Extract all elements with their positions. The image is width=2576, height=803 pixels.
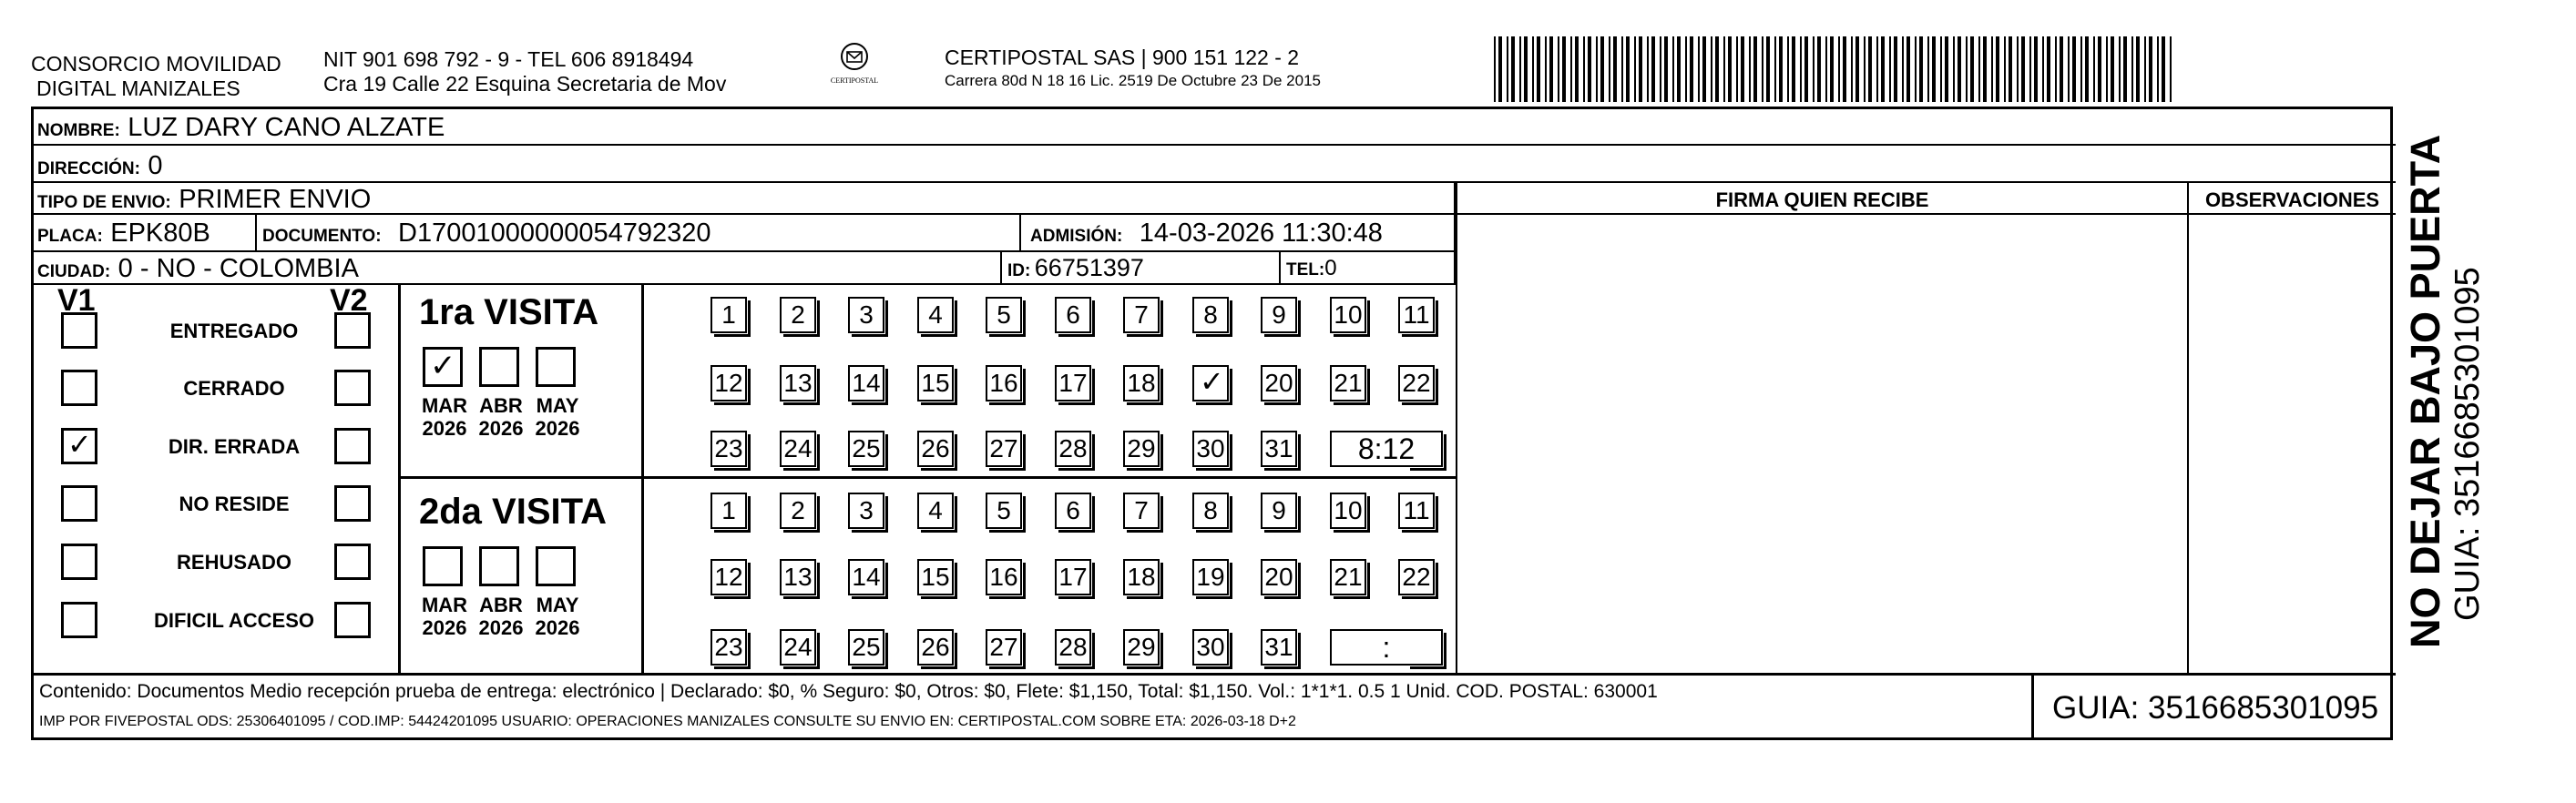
barcode-bar (1919, 36, 1923, 102)
v1-checkbox-3[interactable] (61, 428, 97, 464)
barcode-bar (1728, 36, 1732, 102)
status-label: REHUSADO (177, 551, 291, 574)
month-label: MAY 2026 (535, 594, 580, 639)
observaciones-header: OBSERVACIONES (2189, 183, 2396, 215)
day-box[interactable]: 4 (917, 493, 954, 529)
footer (34, 673, 2396, 740)
barcode-bar (1736, 36, 1738, 102)
month-label: MAR 2026 (421, 594, 468, 639)
company-line-1: CONSORCIO MOVILIDAD (31, 52, 281, 76)
month-label: MAY 2026 (535, 394, 580, 440)
barcode-bar (2093, 36, 2095, 102)
barcode-bar (1851, 36, 1853, 102)
day-box[interactable]: 15 (917, 365, 954, 402)
day-box[interactable]: 29 (1123, 431, 1160, 467)
side-guia: GUIA: 3516685301095 (2448, 267, 2487, 621)
barcode-bar (1864, 36, 1866, 102)
checkmark-icon: ✓ (67, 427, 92, 462)
barcode-bar (1843, 36, 1846, 102)
v1-checkbox-1[interactable] (61, 312, 97, 349)
barcode-bar (2029, 36, 2031, 102)
nombre-row: NOMBRE: LUZ DARY CANO ALZATE (34, 109, 2396, 146)
day-box[interactable]: 14 (848, 365, 884, 402)
month-label: ABR 2026 (478, 394, 524, 440)
documento-value: D17001000000054792320 (398, 219, 711, 248)
barcode-bar (1753, 36, 1757, 102)
barcode-bar (2170, 36, 2172, 102)
barcode-bar (1881, 36, 1885, 102)
checkmark-icon: ✓ (430, 348, 456, 384)
guia-box (2031, 676, 2396, 740)
envelope-seal-icon (839, 41, 870, 72)
day-box[interactable]: 10 (1330, 493, 1366, 529)
barcode-bar (2021, 36, 2025, 102)
nombre-value: LUZ DARY CANO ALZATE (128, 113, 445, 142)
barcode-bar (1894, 36, 1897, 102)
tel-cell: TEL:0 (1281, 252, 1456, 285)
barcode-bar (1825, 36, 1827, 102)
barcode-bar (1507, 36, 1508, 102)
barcode (1494, 36, 2177, 102)
day-box[interactable]: 12 (710, 365, 747, 402)
day-box[interactable]: 21 (1330, 559, 1366, 595)
barcode-bar (1549, 36, 1553, 102)
barcode-bar (1991, 36, 1993, 102)
barcode-bar (1621, 36, 1623, 102)
month-checkbox[interactable] (479, 546, 519, 586)
day-box[interactable]: 17 (1055, 559, 1091, 595)
direccion-row: DIRECCIÓN: 0 (34, 146, 2396, 183)
day-box[interactable]: 21 (1330, 365, 1366, 402)
v2-header: V2 (330, 283, 368, 318)
barcode-bar (2162, 36, 2165, 102)
address-line: Cra 19 Calle 22 Esquina Secretaria de Mov (323, 72, 727, 96)
day-box[interactable]: 8 (1192, 493, 1229, 529)
day-box[interactable]: 22 (1398, 365, 1435, 402)
barcode-bar (2131, 36, 2133, 102)
barcode-bar (1545, 36, 1547, 102)
barcode-bar (1639, 36, 1642, 102)
ciudad-value: 0 - NO - COLOMBIA (118, 254, 359, 283)
barcode-bar (1519, 36, 1521, 102)
day-box[interactable]: 3 (848, 493, 884, 529)
month-checkbox[interactable] (423, 546, 463, 586)
shipping-form (31, 107, 2393, 740)
barcode-bar (1787, 36, 1789, 102)
day-box[interactable]: 28 (1055, 431, 1091, 467)
barcode-bar (1927, 36, 1929, 102)
barcode-bar (2106, 36, 2108, 102)
nit-line: NIT 901 698 792 - 9 - TEL 606 8918494 (323, 47, 694, 71)
firma-area[interactable] (1456, 215, 2189, 673)
visit2-block (401, 479, 1456, 673)
barcode-bar (1766, 36, 1770, 102)
v2-checkbox-5[interactable] (334, 544, 371, 580)
month-label: ABR 2026 (478, 594, 524, 639)
day-box[interactable]: 20 (1261, 365, 1297, 402)
barcode-bar (1532, 36, 1534, 102)
barcode-bar (2072, 36, 2076, 102)
day-box[interactable]: 25 (848, 629, 884, 666)
barcode-bar (1596, 36, 1598, 102)
barcode-bar (2017, 36, 2019, 102)
v1-checkbox-6[interactable] (61, 602, 97, 638)
ciudad-cell: CIUDAD: 0 - NO - COLOMBIA (34, 252, 1002, 285)
barcode-bar (1583, 36, 1585, 102)
day-box[interactable]: 24 (780, 629, 816, 666)
logo-text: CERTIPOSTAL (830, 76, 879, 85)
day-box[interactable]: 27 (986, 431, 1022, 467)
day-box[interactable]: 18 (1123, 365, 1160, 402)
barcode-bar (2004, 36, 2006, 102)
day-box[interactable]: 15 (917, 559, 954, 595)
barcode-bar (1876, 36, 1878, 102)
documento-cell: DOCUMENTO: D17001000000054792320 (257, 215, 1021, 252)
day-box[interactable]: 16 (986, 559, 1022, 595)
barcode-bar (1690, 36, 1693, 102)
day-box[interactable]: 2 (780, 297, 816, 333)
day-box[interactable]: 29 (1123, 629, 1160, 666)
status-label: NO RESIDE (179, 493, 290, 515)
barcode-bar (1613, 36, 1617, 102)
status-label: CERRADO (183, 377, 285, 400)
month-checkbox[interactable] (479, 347, 519, 387)
barcode-bar (1672, 36, 1674, 102)
barcode-bar (2042, 36, 2044, 102)
courier-info (945, 46, 1321, 91)
barcode-bar (1792, 36, 1795, 102)
day-box[interactable]: 3 (848, 297, 884, 333)
status-label: DIR. ERRADA (168, 435, 301, 458)
barcode-bar (1698, 36, 1700, 102)
checkmark-icon: ✓ (1200, 364, 1224, 399)
day-box[interactable]: 28 (1055, 629, 1091, 666)
day-box[interactable]: 12 (710, 559, 747, 595)
barcode-bar (2136, 36, 2140, 102)
barcode-bar (1511, 36, 1515, 102)
barcode-bar (1945, 36, 1948, 102)
barcode-bar (1660, 36, 1661, 102)
barcode-bar (1958, 36, 1961, 102)
barcode-bar (1855, 36, 1859, 102)
day-box[interactable]: 19 (1192, 559, 1229, 595)
barcode-bar (2009, 36, 2012, 102)
day-box[interactable]: 7 (1123, 493, 1160, 529)
barcode-bar (1588, 36, 1591, 102)
day-box[interactable]: 27 (986, 629, 1022, 666)
barcode-bar (1647, 36, 1649, 102)
v2-checkbox-4[interactable] (334, 485, 371, 522)
day-box[interactable]: 6 (1055, 493, 1091, 529)
barcode-bar (1558, 36, 1559, 102)
barcode-bar (1723, 36, 1725, 102)
day-box[interactable]: 6 (1055, 297, 1091, 333)
v1-header: V1 (57, 283, 96, 318)
barcode-bar (2080, 36, 2082, 102)
status-label: ENTREGADO (169, 320, 299, 342)
day-box[interactable]: 24 (780, 431, 816, 467)
day-box[interactable]: 8 (1192, 297, 1229, 333)
barcode-bar (2123, 36, 2127, 102)
v1-checkbox-2[interactable] (61, 370, 97, 406)
barcode-bar (1906, 36, 1910, 102)
day-box[interactable]: 10 (1330, 297, 1366, 333)
barcode-bar (2034, 36, 2038, 102)
month-checkbox[interactable] (423, 347, 463, 387)
day-box[interactable]: 4 (917, 297, 954, 333)
visit2-title: 2da VISITA (419, 492, 607, 532)
month-label: MAR 2026 (421, 394, 468, 440)
day-box[interactable]: 13 (780, 365, 816, 402)
day-box[interactable]: 26 (917, 629, 954, 666)
day-box[interactable]: 22 (1398, 559, 1435, 595)
firma-header: FIRMA QUIEN RECIBE (1456, 183, 2189, 215)
barcode-bar (2047, 36, 2050, 102)
barcode-bar (2068, 36, 2070, 102)
company-name (31, 52, 281, 101)
barcode-bar (2119, 36, 2121, 102)
admision-cell: ADMISIÓN: 14-03-2026 11:30:48 (1021, 215, 1456, 252)
barcode-bar (1804, 36, 1808, 102)
v2-checkbox-6[interactable] (334, 602, 371, 638)
v2-checkbox-3[interactable] (334, 428, 371, 464)
barcode-bar (1537, 36, 1540, 102)
barcode-bar (1970, 36, 1974, 102)
day-box[interactable]: 16 (986, 365, 1022, 402)
barcode-bar (1634, 36, 1636, 102)
day-box[interactable]: 30 (1192, 431, 1229, 467)
visit1-block (401, 285, 1456, 479)
visit1-title: 1ra VISITA (419, 292, 599, 332)
day-box[interactable]: 5 (986, 297, 1022, 333)
barcode-bar (1996, 36, 1999, 102)
barcode-bar (1830, 36, 1834, 102)
observaciones-area[interactable] (2189, 215, 2396, 673)
day-box[interactable]: 23 (710, 629, 747, 666)
barcode-bar (2144, 36, 2146, 102)
barcode-bar (1953, 36, 1955, 102)
day-box[interactable]: 18 (1123, 559, 1160, 595)
tipo-envio-value: PRIMER ENVIO (179, 185, 372, 214)
certipostal-logo (827, 41, 882, 96)
barcode-bar (1774, 36, 1776, 102)
barcode-bar (1626, 36, 1630, 102)
day-box[interactable]: 1 (710, 297, 747, 333)
day-box[interactable]: 9 (1261, 297, 1297, 333)
placa-cell: PLACA: EPK80B (34, 215, 257, 252)
visit2-divider (641, 479, 644, 673)
company-contact (323, 47, 726, 97)
company-line-2: DIGITAL MANIZALES (36, 76, 240, 100)
barcode-bar (1494, 36, 1496, 102)
barcode-bar (1685, 36, 1687, 102)
day-box[interactable]: 5 (986, 493, 1022, 529)
barcode-bar (1600, 36, 1604, 102)
status-block (34, 285, 401, 673)
day-box[interactable]: 20 (1261, 559, 1297, 595)
barcode-bar (1838, 36, 1840, 102)
barcode-bar (1940, 36, 1942, 102)
barcode-bar (2149, 36, 2152, 102)
day-box[interactable]: 31 (1261, 431, 1297, 467)
visit1-divider (641, 285, 644, 479)
barcode-bar (1702, 36, 1706, 102)
id-cell: ID: 66751397 (1002, 252, 1281, 285)
imp-line: IMP POR FIVEPOSTAL ODS: 25306401095 / COD.IMP: 54424201095 USUARIO: OPERACIONES MANIZALES CONSULTE SU ENVIO EN: CERTIPOSTAL.COM SOBRE ETA: 2026-03-18 D+2 (39, 714, 1296, 729)
time-box[interactable]: : (1330, 629, 1443, 666)
day-box[interactable]: 7 (1123, 297, 1160, 333)
barcode-bar (1762, 36, 1763, 102)
barcode-bar (1498, 36, 1502, 102)
day-box[interactable]: 23 (710, 431, 747, 467)
day-box[interactable]: 9 (1261, 493, 1297, 529)
barcode-bar (2111, 36, 2114, 102)
barcode-bar (2055, 36, 2057, 102)
day-box[interactable]: 11 (1398, 493, 1435, 529)
barcode-bar (1932, 36, 1936, 102)
barcode-bar (1609, 36, 1610, 102)
day-box[interactable]: 31 (1261, 629, 1297, 666)
barcode-bar (1817, 36, 1821, 102)
admision-value: 14-03-2026 11:30:48 (1139, 219, 1383, 248)
time-box[interactable]: 8:12 (1330, 431, 1443, 467)
barcode-bar (1800, 36, 1802, 102)
barcode-bar (1779, 36, 1783, 102)
barcode-bar (1741, 36, 1744, 102)
direccion-value: 0 (148, 151, 163, 180)
courier-line-1: CERTIPOSTAL SAS | 900 151 122 - 2 (945, 46, 1300, 69)
no-dejar-bajo-puerta: NO DEJAR BAJO PUERTA (2402, 134, 2448, 648)
barcode-bar (1978, 36, 1980, 102)
barcode-bar (1813, 36, 1814, 102)
day-box[interactable]: 1 (710, 493, 747, 529)
tel-value: 0 (1324, 256, 1337, 280)
barcode-bar (1677, 36, 1681, 102)
barcode-bar (1868, 36, 1872, 102)
barcode-bar (1570, 36, 1572, 102)
barcode-bar (1562, 36, 1566, 102)
placa-value: EPK80B (110, 219, 210, 248)
day-box[interactable]: 13 (780, 559, 816, 595)
barcode-bar (2060, 36, 2063, 102)
v2-checkbox-1[interactable] (334, 312, 371, 349)
day-box[interactable]: 17 (1055, 365, 1091, 402)
barcode-bar (1966, 36, 1968, 102)
barcode-bar (1915, 36, 1917, 102)
day-box[interactable]: 2 (780, 493, 816, 529)
contenido-line: Contenido: Documentos Medio recepción prueba de entrega: electrónico | Declarado: $0, % Seguro: $0, Otros: $0, Flete: $1,150, Total: $1,150. Vol.: 1*1*1. 0.5 1 Unid. COD. POSTAL: 630001 (39, 681, 1658, 702)
day-box[interactable]: 11 (1398, 297, 1435, 333)
barcode-bar (1902, 36, 1904, 102)
day-box[interactable]: 30 (1192, 629, 1229, 666)
barcode-bar (1524, 36, 1528, 102)
guia-box-value: GUIA: 3516685301095 (2052, 690, 2379, 726)
barcode-bar (1711, 36, 1712, 102)
barcode-bar (1983, 36, 1987, 102)
courier-line-2: Carrera 80d N 18 16 Lic. 2519 De Octubre 23 De 2015 (945, 72, 1321, 89)
day-box[interactable]: 25 (848, 431, 884, 467)
v1-checkbox-4[interactable] (61, 485, 97, 522)
barcode-bar (1664, 36, 1668, 102)
v2-checkbox-2[interactable] (334, 370, 371, 406)
day-box[interactable]: 14 (848, 559, 884, 595)
barcode-bar (2157, 36, 2159, 102)
status-label: DIFICIL ACCESO (153, 609, 314, 632)
tipo-envio-row: TIPO DE ENVIO: PRIMER ENVIO (34, 183, 1456, 215)
barcode-bar (1651, 36, 1655, 102)
barcode-bar (1889, 36, 1891, 102)
barcode-bar (2085, 36, 2089, 102)
day-box[interactable] (1192, 365, 1229, 402)
side-text (2402, 134, 2487, 648)
month-checkbox[interactable] (536, 347, 576, 387)
barcode-bar (1715, 36, 1719, 102)
barcode-bar (1749, 36, 1751, 102)
v1-checkbox-5[interactable] (61, 544, 97, 580)
barcode-bar (1575, 36, 1579, 102)
day-box[interactable]: 26 (917, 431, 954, 467)
month-checkbox[interactable] (536, 546, 576, 586)
barcode-bar (2098, 36, 2101, 102)
id-value: 66751397 (1034, 254, 1144, 281)
